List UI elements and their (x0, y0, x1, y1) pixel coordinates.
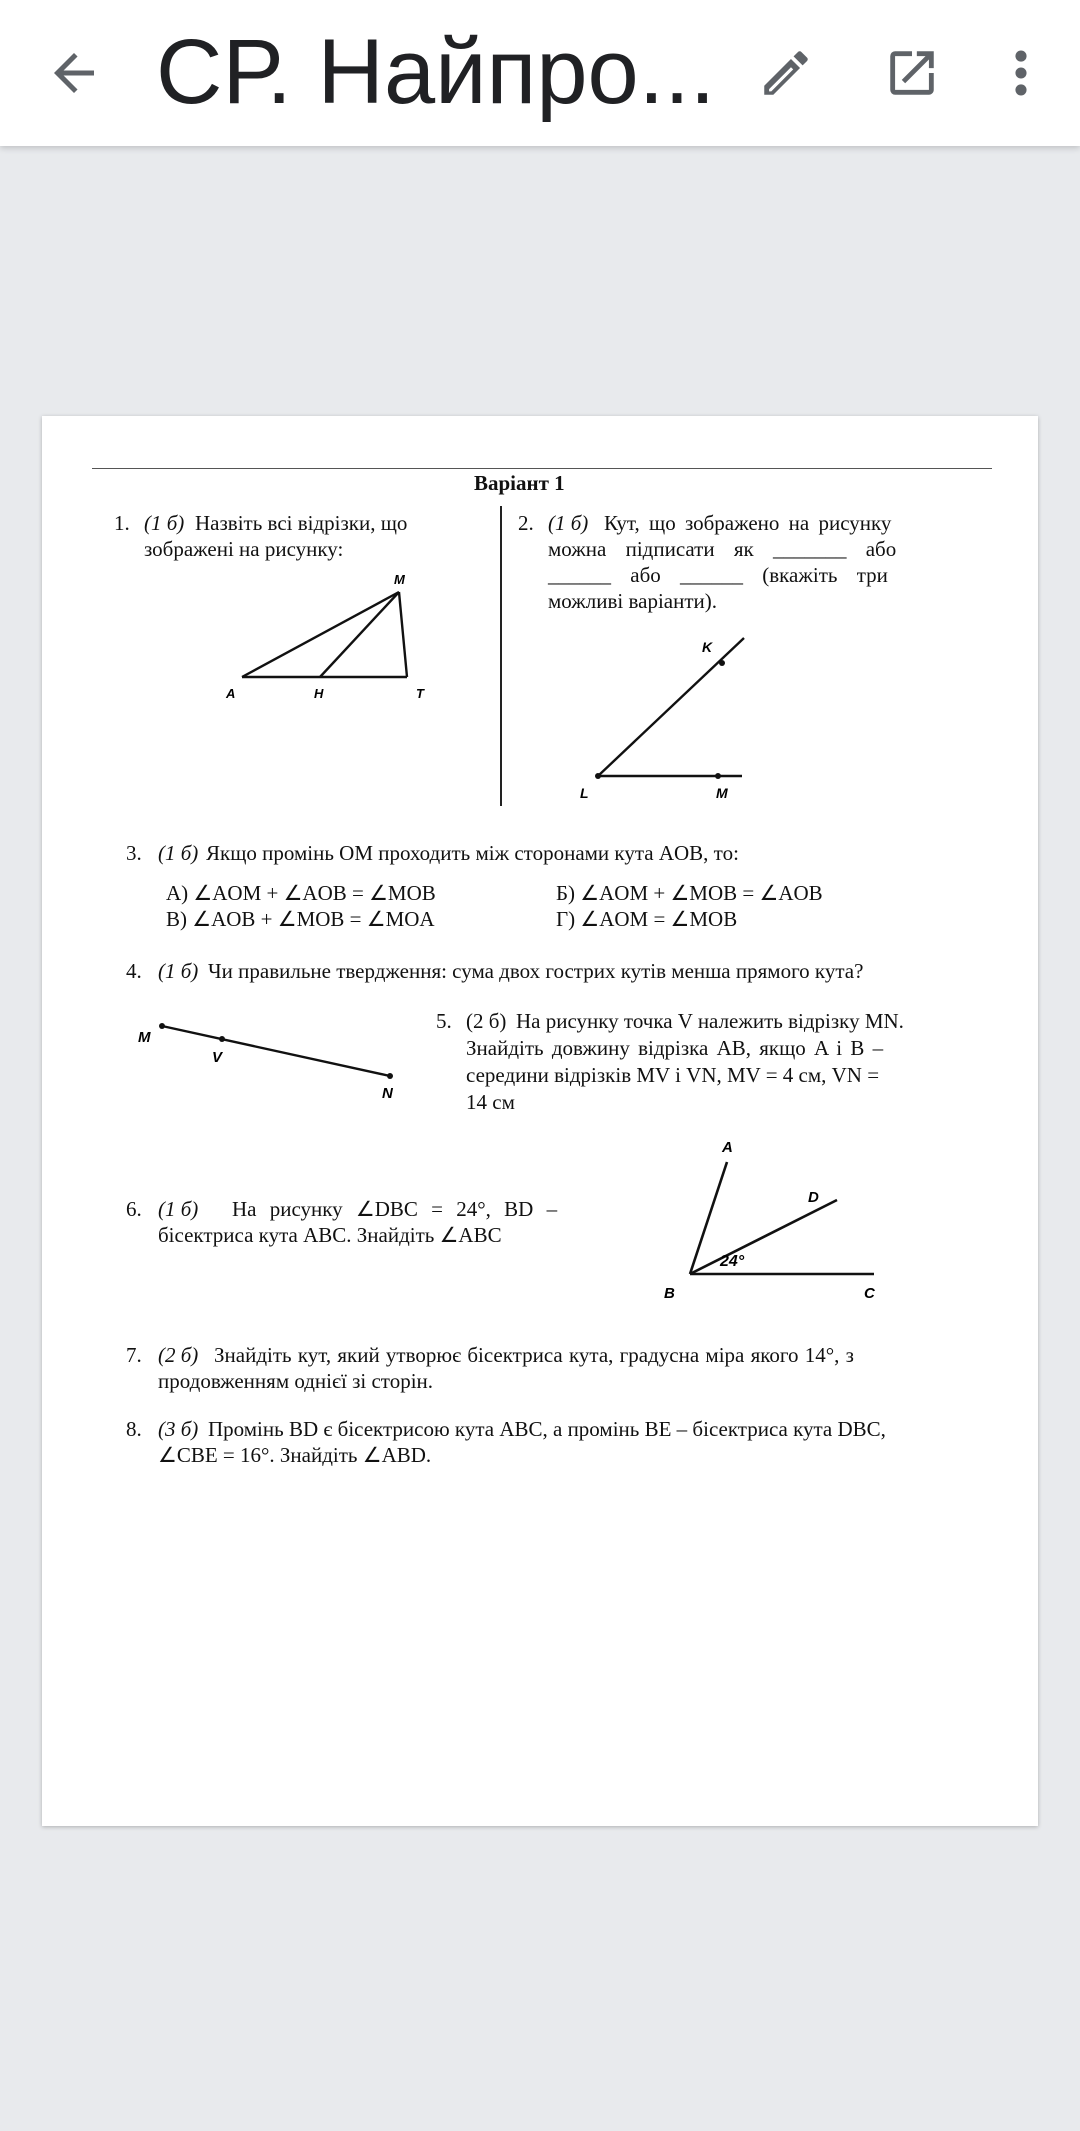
point-m (159, 1023, 165, 1029)
label-d: D (808, 1189, 819, 1206)
document-title: СР. Найпро... (156, 21, 716, 123)
q1-number: 1. (114, 511, 130, 535)
q5-text-line4: 14 см (466, 1090, 515, 1114)
q7-text-line2: продовженням однієї зі сторін. (158, 1369, 434, 1393)
label-k: K (702, 639, 713, 655)
label-b: B (664, 1285, 675, 1302)
point-l (595, 773, 601, 779)
q5-text-line2: Знайдіть довжину відрізка AB, якщо A і B – (466, 1036, 884, 1060)
label-v: V (212, 1049, 223, 1066)
label-m: M (716, 785, 728, 801)
q5-text-line3: середини відрізків MV і VN, MV = 4 см, VN = (466, 1063, 880, 1087)
q5-text-line1: На рисунку точка V належить відрізку MN. (516, 1009, 904, 1033)
q3-option-d: Г) ∠AOM = ∠MOB (556, 907, 738, 931)
q7-text-line1: Знайдіть кут, який утворює бісектриса кута, градусна міра якого 14°, з (214, 1343, 854, 1367)
q6-number: 6. (126, 1197, 142, 1221)
point-v (219, 1036, 225, 1042)
q2-text-line4: можливі варіанти). (548, 589, 718, 613)
q1-text-line2: зображені на рисунку: (144, 537, 344, 561)
worksheet (42, 416, 1038, 1826)
ray-lk (598, 638, 744, 776)
q2-text-line2: можна підписати як _______ або (548, 537, 897, 561)
segment-mn (162, 1026, 390, 1076)
label-h: H (314, 686, 324, 701)
q8-points: (3 б) (158, 1417, 199, 1441)
label-m: M (138, 1029, 151, 1046)
top-rule (92, 468, 992, 469)
segment-am (242, 592, 399, 677)
label-a: A (226, 686, 236, 701)
q6-text-line1: На рисунку ∠DBC = 24°, BD – (232, 1197, 558, 1221)
q8-number: 8. (126, 1417, 142, 1441)
q1-triangle-figure (172, 566, 462, 706)
q4-text: Чи правильне твердження: сума двох гострих кутів менша прямого кута? (208, 959, 864, 983)
column-divider (500, 506, 502, 806)
q6-points: (1 б) (158, 1197, 199, 1221)
q1-text-line1: Назвіть всі відрізки, що (195, 511, 408, 535)
label-a: A (722, 1139, 733, 1156)
q1-points: (1 б) (144, 511, 185, 535)
q8-text-line2: ∠CBE = 16°. Знайдіть ∠ABD. (158, 1443, 432, 1467)
angle-label: 24° (720, 1253, 745, 1270)
q3-option-c: В) ∠AOB + ∠MOB = ∠MOA (166, 907, 435, 931)
q2-text-line1: Кут, що зображено на рисунку (604, 511, 892, 535)
app-bar (0, 0, 1080, 146)
q4-points: (1 б) (158, 959, 199, 983)
label-n: N (382, 1085, 393, 1102)
q7-number: 7. (126, 1343, 142, 1367)
q8-text-line1: Промінь BD є бісектрисою кута ABC, а промінь BE – бісектриса кута DBC, (208, 1417, 886, 1441)
q3-number: 3. (126, 841, 142, 865)
point-k (719, 660, 725, 666)
arrow-back-icon[interactable] (44, 43, 104, 103)
q6-bisector-figure (612, 1136, 902, 1316)
q2-angle-figure (562, 626, 802, 806)
q3-text: Якщо промінь OM проходить між сторонами кута AOB, то: (206, 841, 739, 865)
q5-points: (2 б) (466, 1009, 507, 1033)
more-vert-icon[interactable] (1006, 44, 1036, 102)
segment-hm (320, 592, 399, 677)
q7-points: (2 б) (158, 1343, 199, 1367)
q2-text-line3: ______ або ______ (вкажіть три (548, 563, 888, 587)
q6-text-line2: бісектриса кута ABC. Знайдіть ∠ABC (158, 1223, 502, 1247)
q5-segment-figure (132, 1006, 452, 1116)
pencil-icon[interactable] (757, 44, 815, 102)
q3-option-a: А) ∠AOM + ∠AOB = ∠MOB (166, 881, 436, 905)
q3-option-b: Б) ∠AOM + ∠MOB = ∠AOB (556, 881, 823, 905)
document-page[interactable] (42, 416, 1038, 1826)
label-t: T (416, 686, 424, 701)
q5-number: 5. (436, 1009, 452, 1033)
point-m (715, 773, 721, 779)
q4-number: 4. (126, 959, 142, 983)
variant-title: Варіант 1 (474, 471, 565, 495)
q2-number: 2. (518, 511, 534, 535)
label-l: L (580, 785, 589, 801)
q2-points: (1 б) (548, 511, 589, 535)
q3-points: (1 б) (158, 841, 199, 865)
label-m: M (394, 572, 405, 587)
segment-tm (399, 592, 407, 677)
label-c: C (864, 1285, 875, 1302)
open-in-new-icon[interactable] (883, 44, 941, 102)
point-n (387, 1073, 393, 1079)
